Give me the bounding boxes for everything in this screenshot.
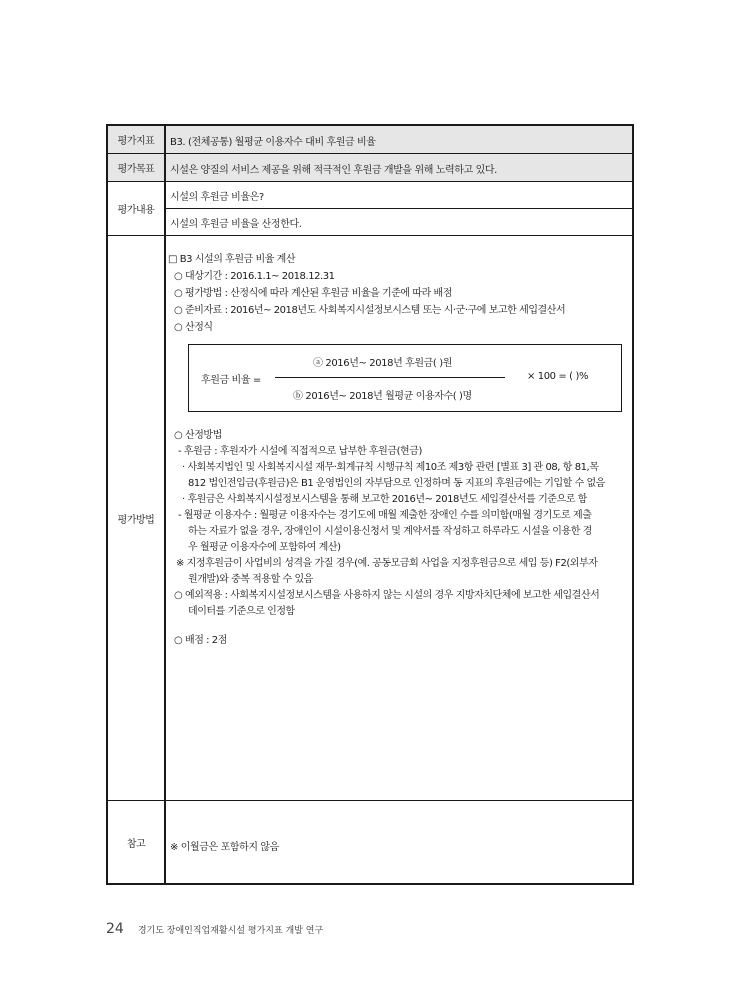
method-line: ○ 준비자료 : 2016년~ 2018년도 사회복지시설정보시스템 또는 시·군·구에 보고한 세입결산서 [174,305,566,316]
formula-numerator: ⓐ 2016년~ 2018년 후원금( )원 [313,358,452,369]
method-line: ○ 예외적용 : 사회복지시설정보시스템을 사용하지 않는 시설의 경우 지방자치단체에 보고한 세입결산서 [174,590,600,601]
method-line: · 후원금은 사회복지시설정보시스템을 통해 보고한 2016년~ 2018년도 세입결산서를 기준으로 함 [182,494,587,505]
label-note: 참고 [108,801,166,883]
row-method [108,236,632,801]
method-line: 812 법인전입금(후원금)은 B1 운영법인의 자부담으로 인정하며 동 지표의 후원금에는 기입할 수 없음 [188,478,605,489]
value-indicator [166,126,632,153]
fraction-line [275,377,505,378]
method-line: · 사회복지법인 및 사회복지시설 재무·회계규칙 시행규칙 제10조 제3항 관련 [별표 3] 관 08, 항 81,목 [182,462,599,473]
method-line: 우 월평균 이용자수에 포함하여 계산) [188,542,341,553]
method-line: □ B3 시설의 후원금 비율 계산 [168,254,296,265]
method-line: ○ 대상기간 : 2016.1.1~ 2018.12.31 [174,271,335,282]
formula-denominator: ⓑ 2016년~ 2018년 월평균 이용자수( )명 [293,391,472,402]
row-note [108,801,632,883]
method-line: - 월평균 이용자수 : 월평균 이용자수는 경기도에 매월 제출한 장애인 수를 의미함(매월 경기도로 제출 [178,510,592,521]
label-indicator: 평가지표 [108,126,166,153]
method-line: ※ 지정후원금이 사업비의 성격을 가질 경우(예. 공동모금회 사업을 지정후원금으로 세입 등) F2(외부자 [176,558,598,569]
method-line: 원개발)와 중복 적용할 수 있음 [188,574,313,585]
indicator-text: B3. (전체공통) 월평균 이용자수 대비 후원금 비율 [170,137,376,148]
method-line: ○ 산정방법 [174,430,222,441]
value-goal [166,154,632,181]
evaluation-table [106,124,634,885]
footer-title: 경기도 장애인직업재활시설 평가지표 개발 연구 [137,926,324,936]
value-content [166,182,632,235]
page-number: 24 [106,921,124,937]
value-note [166,801,632,883]
note-text: ※ 이월금은 포함하지 않음 [170,842,279,853]
row-goal [108,154,632,182]
formula-box [188,344,622,412]
label-goal: 평가목표 [108,154,166,181]
row-indicator [108,126,632,154]
row-content [108,182,632,236]
method-line: 데이터를 기준으로 인정함 [188,606,295,617]
label-content: 평가내용 [108,182,166,235]
content-divider [166,208,632,209]
label-method: 평가방법 [108,236,166,800]
formula-right: × 100 = ( )% [527,371,589,382]
method-line: 하는 자료가 없을 경우, 장애인이 시설이용신청서 및 계약서를 작성하고 하루라도 시설을 이용한 경 [188,526,592,537]
goal-text: 시설은 양질의 서비스 제공을 위해 적극적인 후원금 개발을 위해 노력하고 있다. [170,165,497,176]
value-method [166,236,632,800]
method-line: ○ 산정식 [174,322,213,333]
content-line-1: 시설의 후원금 비율은? [170,192,264,203]
content-line-2: 시설의 후원금 비율을 산정한다. [170,219,302,230]
method-line: ○ 배점 : 2점 [174,635,227,646]
method-line: ○ 평가방법 : 산정식에 따라 계산된 후원금 비율을 기준에 따라 배점 [174,288,452,299]
page-footer [106,921,323,937]
method-line: - 후원금 : 후원자가 시설에 직접적으로 납부한 후원금(현금) [178,446,422,457]
formula-left: 후원금 비율 = [201,375,261,386]
